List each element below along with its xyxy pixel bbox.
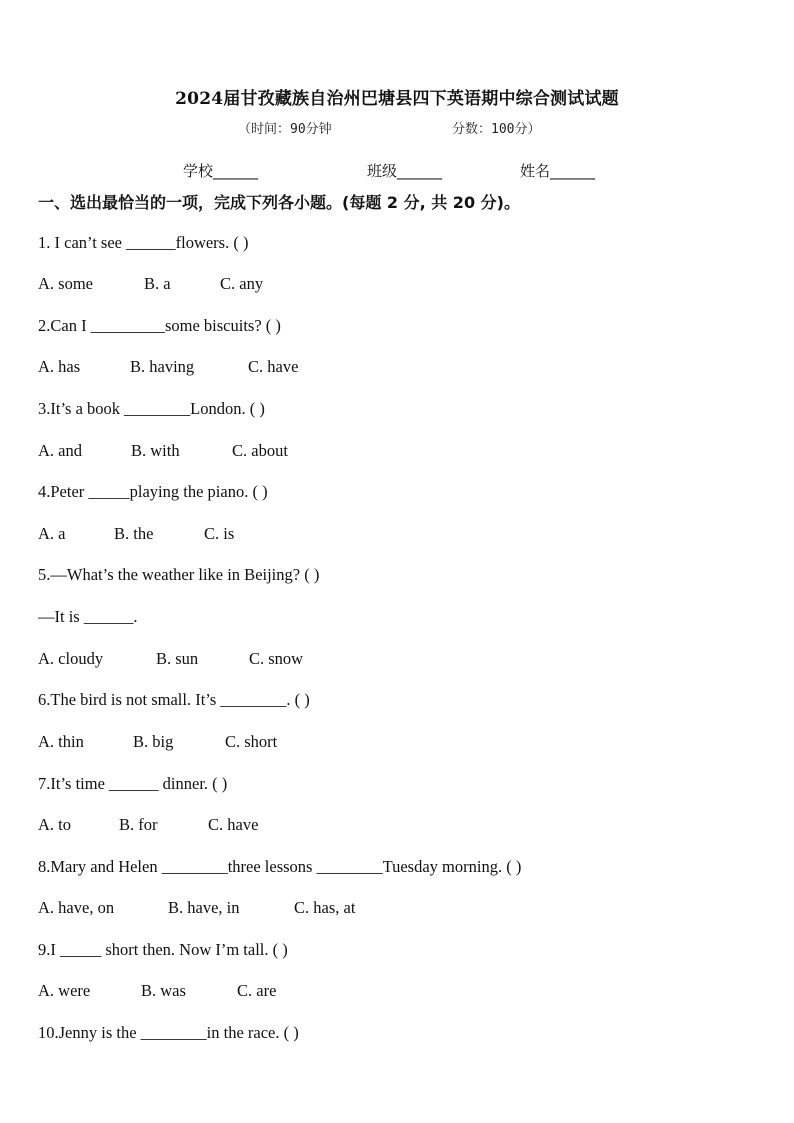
option-b[interactable]: B. the: [114, 524, 154, 543]
question-5: 5.—What’s the weather like in Beijing? ( ): [38, 565, 320, 584]
option-b[interactable]: B. with: [131, 441, 180, 460]
option-a[interactable]: A. and: [38, 441, 82, 460]
option-c[interactable]: C. short: [225, 732, 278, 751]
option-a[interactable]: A. to: [38, 815, 71, 834]
option-a[interactable]: A. thin: [38, 732, 84, 751]
option-a[interactable]: A. were: [38, 981, 91, 1000]
question-7-options: [38, 815, 258, 835]
option-c[interactable]: C. snow: [249, 649, 304, 668]
question-6-options: [38, 732, 277, 752]
question-3: 3.It’s a book ________London. ( ): [38, 399, 265, 418]
option-c[interactable]: C. is: [204, 524, 235, 543]
option-c[interactable]: C. have: [248, 357, 299, 376]
option-b[interactable]: B. having: [130, 357, 195, 376]
option-b[interactable]: B. for: [119, 815, 158, 834]
option-b[interactable]: B. big: [133, 732, 174, 751]
option-b[interactable]: B. have, in: [168, 898, 240, 917]
total-score: 分数：100分）: [452, 122, 541, 137]
option-c[interactable]: C. about: [232, 441, 288, 460]
question-9-options: [38, 981, 276, 1001]
option-a[interactable]: A. have, on: [38, 898, 115, 917]
option-b[interactable]: B. was: [141, 981, 186, 1000]
question-4-options: [38, 524, 234, 544]
question-2: 2.Can I _________some biscuits? ( ): [38, 316, 281, 335]
class-field[interactable]: 班级______: [367, 162, 443, 180]
section-heading: 一、选出最恰当的一项，完成下列各小题。(每题 2 分, 共 20 分)。: [38, 193, 520, 212]
option-a[interactable]: A. some: [38, 274, 93, 293]
question-8: 8.Mary and Helen ________three lessons ________Tuesday morning. ( ): [38, 857, 522, 876]
question-5-answer-line: —It is ______.: [38, 607, 138, 626]
question-5-options: [38, 649, 303, 669]
question-9: 9.I _____ short then. Now I’m tall. ( ): [38, 940, 288, 959]
option-b[interactable]: B. a: [144, 274, 171, 293]
option-c[interactable]: C. are: [237, 981, 277, 1000]
option-b[interactable]: B. sun: [156, 649, 199, 668]
school-field[interactable]: 学校______: [183, 162, 259, 180]
question-3-options: [38, 441, 288, 461]
option-a[interactable]: A. cloudy: [38, 649, 104, 668]
time-limit: （时间：90分钟: [238, 122, 332, 137]
option-a[interactable]: A. a: [38, 524, 66, 543]
option-a[interactable]: A. has: [38, 357, 81, 376]
option-c[interactable]: C. have: [208, 815, 259, 834]
question-1-options: [38, 274, 263, 294]
question-8-options: [38, 898, 355, 918]
exam-title: 2024届甘孜藏族自治州巴塘县四下英语期中综合测试试题: [175, 89, 619, 109]
name-field[interactable]: 姓名______: [520, 162, 596, 180]
question-10: 10.Jenny is the ________in the race. ( ): [38, 1023, 299, 1042]
question-7: 7.It’s time ______ dinner. ( ): [38, 774, 228, 793]
option-c[interactable]: C. has, at: [294, 898, 356, 917]
option-c[interactable]: C. any: [220, 274, 264, 293]
question-6: 6.The bird is not small. It’s ________. ( ): [38, 690, 310, 709]
question-1: 1. I can’t see ______flowers. ( ): [38, 233, 249, 252]
question-2-options: [38, 357, 298, 377]
question-4: 4.Peter _____playing the piano. ( ): [38, 482, 268, 501]
